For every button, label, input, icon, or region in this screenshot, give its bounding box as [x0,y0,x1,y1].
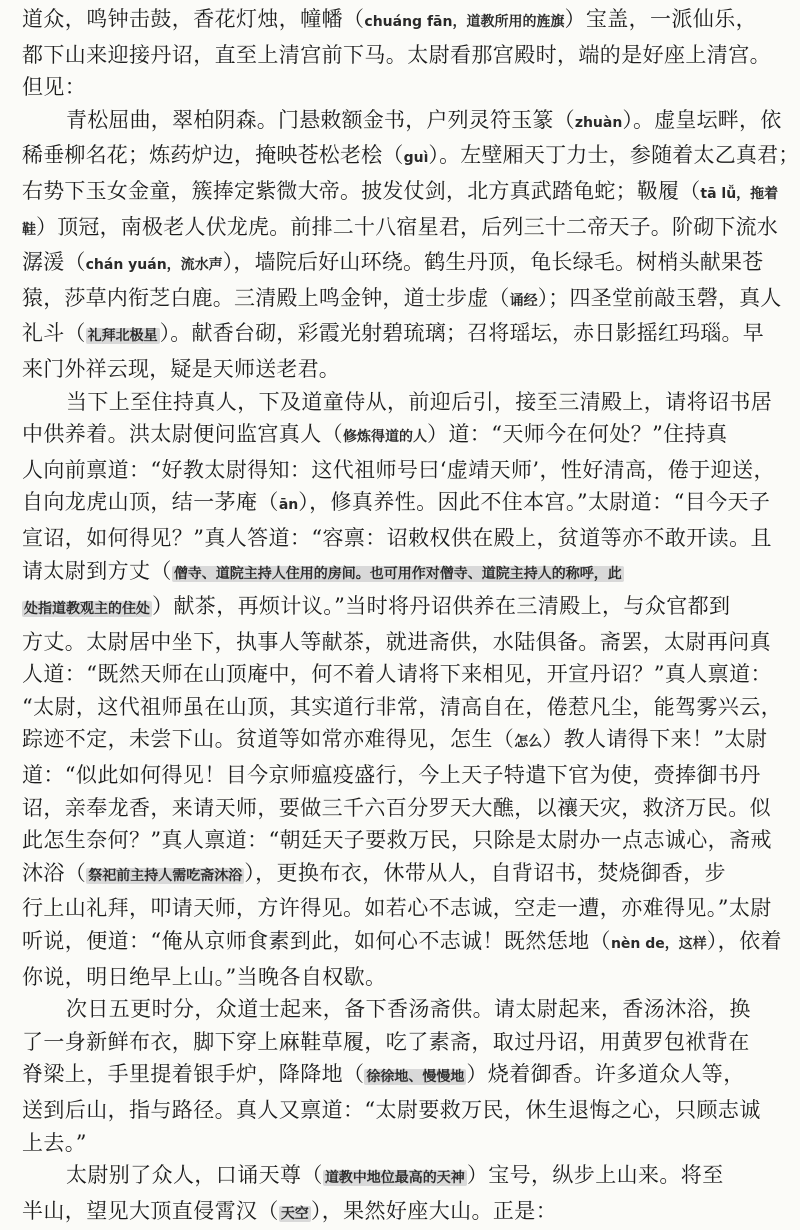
text-line [22,71,738,104]
body-text: 人道：“既然天师在山顶庵中，何不着人请将下来相见，开宣丹诏？”真人禀道： [22,662,772,687]
highlighted-annotation: 处指道教观主的住处 [24,601,150,618]
text-line [22,824,772,857]
body-text: ）。虚皇坛畔，依 [622,107,782,132]
text-line [22,317,764,353]
text-line [22,723,768,759]
body-text: 方丈。太尉居中坐下，执事人等献茶，就进斋供，水陆俱备。斋罢，太尉再问真 [22,629,771,654]
text-line [22,1026,750,1059]
annotation: 鞋 [22,221,36,238]
body-text: 人向前禀道：“好教太尉得知：这代祖师号曰‘虚靖天师’，性好清高，倦于迎送， [22,457,775,482]
text-line [22,418,738,454]
body-text: 潺湲（ [22,250,86,275]
body-text: ）。献香台砌，彩霞光射碧琉璃；召将瑶坛，赤日影摇红玛瑙。早 [159,321,764,346]
body-text: 脊梁上，手里提着银手炉，降降地（ [22,1062,365,1087]
text-line [22,626,771,659]
text-line [22,1058,745,1094]
body-text: 中供养着。洪太尉便问监宫真人（ [22,422,343,447]
body-text: 了一身新鲜布衣，脚下穿上麻鞋草履，吃了素斋，取过丹诏，用黄罗包袱背在 [22,1029,750,1054]
annotation: chuáng fān，道教所用的旌旗 [364,14,565,30]
text-line [22,522,772,555]
text-line [22,1159,738,1195]
text-line [22,555,738,591]
body-text: 半山，望见大顶直侵霄汉（ [22,1198,279,1223]
body-text: 上去。” [22,1130,87,1155]
text-line [22,282,782,318]
paragraph-p3 [22,386,783,994]
annotation: 怎么 [514,734,543,751]
body-text: 当下上至住持真人，下及道童侍从，前迎后引，接至三清殿上，请将诏书居 [66,389,773,414]
text-line [22,925,782,961]
body-text: 道：“似此如何得见！目今京师瘟疫盛行，今上天子特遣下官为使，赍捧御书丹 [22,763,761,788]
text-line [22,353,738,386]
text-line [22,892,772,925]
text-line [22,454,775,487]
body-text: 请太尉到方丈（ [22,558,172,583]
annotation: ān [278,497,299,514]
text-line [22,1127,738,1160]
annotation: chán yuán，流水声 [85,257,223,274]
body-text: 行上山礼拜，叩请天师，方许得见。如若心不志诚，空走一遭，亦难得见。”太尉 [22,896,772,921]
text-line [22,486,771,522]
text-line [22,175,779,211]
annotation: 诵经 [509,292,538,309]
text-line [22,1094,761,1127]
body-text: 送到后山，指与路径。真人又禀道：“太尉要救万民，休生退悔之心，只顾志诚 [22,1098,761,1122]
body-text: 次日五更时分，众道士起来，备下香汤斋供。请太尉起来，香汤沐浴，换 [66,997,751,1022]
text-line [22,961,738,994]
body-text: 右势下玉女金童，簇捧定紫微大帝。披发仗剑，北方真武踏龟蛇；靸履（ [22,178,701,203]
body-text: 踪迹不定，未尝下山。贫道等如常亦难得见，怎生（ [22,727,515,752]
body-text: 你说，明日绝早上山。”当晚各自权歇。 [22,964,387,989]
body-text: 听说，便道：“俺从京师食素到此，如何心不志诚！既然恁地（ [22,929,611,954]
body-text: ），依着 [706,929,782,954]
body-text: ），更换布衣，休带从人，自背诏书，焚烧御香，步 [244,860,726,885]
body-text: 猿，莎草内衔芝白鹿。三清殿上鸣金钟，道士步虚（ [22,285,510,310]
body-text: 道众，鸣钟击鼓，香花灯烛，幢幡（ [22,7,365,31]
annotation: nèn de，这样 [610,936,707,953]
text-line [22,691,783,724]
highlighted-annotation: 祭祀前主持人需吃斋沐浴 [88,867,243,884]
body-text: ），修真养性。因此不住本宫。”太尉道：“目今天子 [298,490,771,515]
annotation: zhuàn [574,114,623,131]
body-text: 稀垂柳名花；炼药炉边，掩映苍松老桧（ [22,143,404,168]
body-text: 自向龙虎山顶，结一茅庵（ [22,490,279,515]
body-text: “太尉，这代祖师虽在山顶，其实道行非常，清高自在，倦惹凡尘，能驾雾兴云， [22,694,783,719]
text-line [22,590,738,626]
text-line [22,386,773,419]
annotation: tā lǚ，拖着 [700,185,779,202]
body-text: 但见： [22,75,87,100]
text-line [22,792,771,825]
body-text: 太尉别了众人，口诵天尊（ [66,1163,323,1188]
highlighted-annotation: 礼拜北极星 [87,328,158,345]
body-text: ）顶冠，南极老人伏龙虎。前排二十八宿星君，后列三十二帝天子。阶砌下流水 [36,214,778,239]
body-text: ）教人请得下来！”太尉 [542,727,768,752]
paragraph-p1 [22,3,771,104]
annotation: guì [403,150,429,167]
body-text: ）。左壁厢天丁力士，参随着太乙真君； [428,143,800,168]
body-text: 宣诏，如何得见？”真人答道：“容禀：诏敕权供在殿上，贫道等亦不敢开读。且 [22,525,772,550]
paragraph-p2 [22,104,800,386]
body-text: 青松屈曲，翠柏阴森。门悬敕额金书，户列灵符玉篆（ [66,107,575,132]
body-text: ）宝盖，一派仙乐， [564,7,758,31]
body-text: 都下山来迎接丹诏，直至上清宫前下马。太尉看那宫殿时，端的是好座上清宫。 [22,42,771,67]
body-text: ）道：“天师今在何处？”住持真 [427,422,728,447]
body-text: ）；四圣堂前敲玉磬，真人 [537,285,782,310]
text-line [22,104,782,140]
body-text: 来门外祥云现，疑是天师送老君。 [22,356,340,381]
body-text: ）烧着御香。许多道众人等， [466,1062,745,1087]
text-line [22,658,772,691]
body-text: ）宝号，纵步上山来。将至 [466,1163,724,1188]
body-text: 礼斗（ [22,321,86,346]
body-text: ）献茶，再烦计议。”当时将丹诏供养在三清殿上，与众官都到 [152,594,731,619]
body-text: 诏，亲奉龙香，来请天师，要做三千六百分罗天大醮，以禳天灾，救济万民。似 [22,795,771,820]
text-line [22,857,738,893]
text-line [22,211,778,247]
highlighted-annotation: 天空 [280,1205,309,1222]
text-line [22,139,800,175]
body-text: ），墙院后好山环绕。鹤生丹顶，龟长绿毛。树梢头献果苍 [222,250,764,275]
paragraph-p5 [22,1159,738,1230]
highlighted-annotation: 徐徐地、慢慢地 [366,1069,465,1086]
text-line [22,3,758,39]
body-text: 此怎生奈何？”真人禀道：“朝廷天子要救万民，只除是太尉办一点志诚心，斋戒 [22,828,772,853]
text-line [22,246,764,282]
body-text: ），果然好座大山。正是： [310,1198,558,1223]
annotation: 修炼得道的人 [343,429,427,446]
paragraph-p4 [22,993,761,1159]
text-line [22,993,751,1026]
highlighted-annotation: 僧寺、道院主持人住用的房间。也可用作对僧寺、道院主持人的称呼，此 [173,565,622,582]
text-line [22,759,761,792]
highlighted-annotation: 道教中地位最高的天神 [324,1170,465,1187]
body-text: 沐浴（ [22,860,87,885]
text-line [22,1195,738,1230]
text-line [22,39,771,72]
